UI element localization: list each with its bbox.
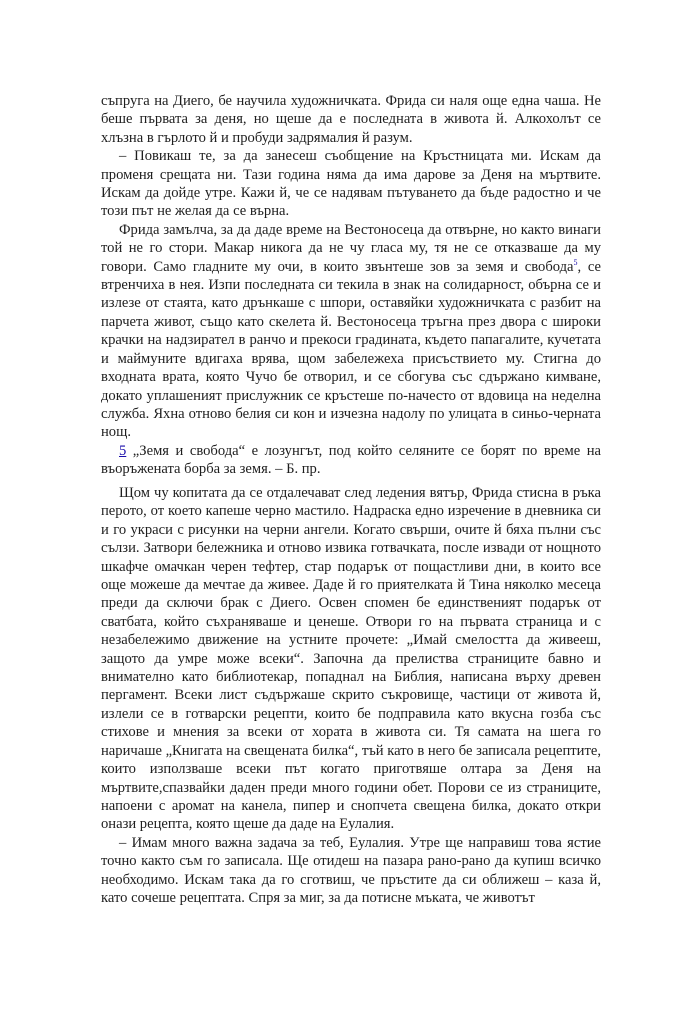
- footnote-number-link[interactable]: 5: [119, 442, 127, 459]
- paragraph: Щом чу копитата да се отдалечават след ледения вятър, Фрида стисна в ръка перото, от което капеше черно мастило. Надраска едно изречение в дневника си и го украси с рисунки на черни ангели. Когато свърши, очите й бяха пълни със сълзи. Затвори бележника и отново извика готвачката, после извади от нощното шкафче омачкан черен тефтер, стар подарък от пощастливи дни, в които все още можеше да мечтае да живее. Даде й го приятелката й Тина няколко месеца преди да сключи брак с Диего. Освен спомен бе единственият подарък от сватбата, който съхраняваше и ценеше. Отвори го на първата страница и с незабележимо движение на устните прочете: „Имай смелостта да живееш, защото да умре може всеки“. Започна да прелиства страниците бавно и внимателно като библиотекар, попаднал на Библия, написана върху древен пергамент. Всеки лист съдържаше скрито съкровище, частици от живота й, излели се в готварски рецепти, които бе подправила като вкусна гозба със стихове и мнения за всеки от хората в живота си. Тя самата на шега го наричаше „Книгата на свещената билка“, тъй като в него бе записала рецептите, които използваше всеки път когато приготвяше олтара за Деня на мъртвите,спазвайки даден преди много години обет. Порови се из страниците, напоени с аромат на канела, пипер и снопчета свещена билка, докато откри онази рецепта, която щеше да даде на Еулалия.: [101, 485, 601, 833]
- paragraph-text: , се втренчиха в нея. Изпи последната си текила в знак на солидарност, обърна се и излезе от стаята, като дрънкаше с шпори, оставяйки художничката с разбит на парчета живот, също като скелета й. Вестоносеца тръгна през двора с широки крачки на надзирател в ранчо и прекоси градината, където папагалите, кучетата и маймуните вдигаха врява, щом забележеха присъствието му. Стигна до входната врата, която Чучо бе отворил, и се сбогува със сдържано кимване, докато уплашеният прислужник се кръстеше по-начесто от вдовица на неделна служба. Яхна отново белия си кон и изчезна надолу по улицата в синьо-черната нощ.: [101, 258, 601, 441]
- paragraph: – Повикаш те, за да занесеш съобщение на Кръстницата ми. Искам да променя срещата ни. Тази година няма да има дарове за Деня на мъртвите. Искам да дойде утре. Кажи й, че се надявам пътуването да бъде радостно и че този път не желая да се върна.: [101, 148, 601, 220]
- bottom-text-block: [101, 484, 601, 907]
- top-text-block: [101, 92, 601, 479]
- paragraph: съпруга на Диего, бе научила художничката. Фрида си наля още една чаша. Не беше първата за деня, но щеше да е последната в живота й. Алкохолът се хлъзна в гърлото й и пробуди задрямалия й разум.: [101, 93, 601, 146]
- footnote-text: „Земя и свобода“ е лозунгът, под който селяните се борят по време на въоръжената борба за земя. – Б. пр.: [101, 442, 601, 478]
- footnote: [101, 442, 601, 479]
- paragraph: [101, 221, 601, 442]
- footnote-reference-link[interactable]: 5: [573, 257, 578, 267]
- paragraph-text: Фрида замълча, за да даде време на Вестоносеца да отвърне, но както винаги той не го стори. Макар никога да не чу гласа му, тя не се отказваше да му говори. Само гладните му очи, в които звънтеше зов за земя и свобода: [101, 221, 601, 275]
- paragraph: – Имам много важна задача за теб, Еулалия. Утре ще направиш това ястие точно както съм го записала. Ще отидеш на пазара рано-рано да купиш всичко необходимо. Искам така да го сготвиш, че пръстите да си оближеш – каза й, като сочеше рецептата. Спря за миг, за да потисне мъката, че животът: [101, 834, 601, 906]
